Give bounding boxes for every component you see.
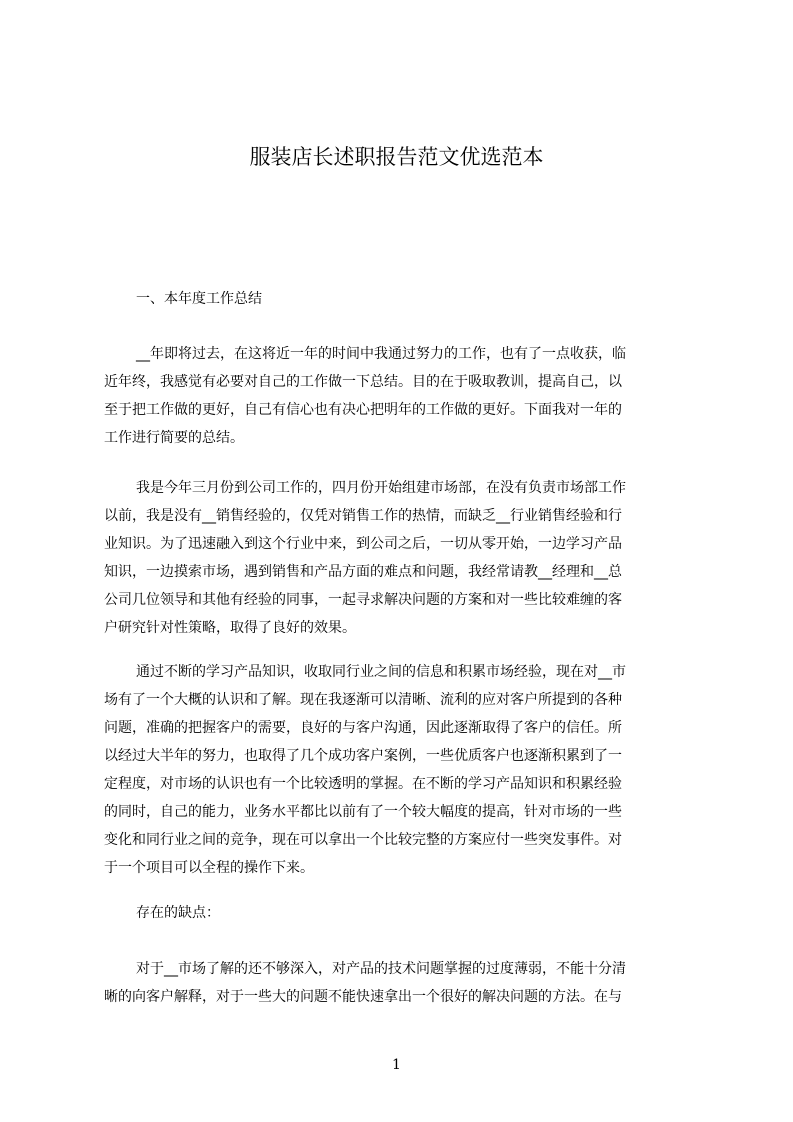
paragraph-5 [104, 955, 700, 1011]
paragraph-line: 场有了一个大概的认识和了解。现在我逐渐可以清晰、流利的应对客户所提到的各种 [104, 692, 622, 708]
paragraph-line: 户研究针对性策略，取得了良好的效果。 [104, 620, 356, 636]
paragraph-line: 通过不断的学习产品知识，收取同行业之间的信息和积累市场经验，现在对__市 [136, 664, 626, 680]
paragraph-line: 问题，准确的把握客户的需要，良好的与客户沟通，因此逐渐取得了客户的信任。所 [104, 720, 622, 736]
paragraph-line: 以前，我是没有__销售经验的，仅凭对销售工作的热情，而缺乏__行业销售经验和行 [104, 508, 622, 524]
paragraph-line: __年即将过去，在这将近一年的时间中我通过努力的工作，也有了一点收获，临 [136, 346, 626, 362]
paragraph-line: 业知识。为了迅速融入到这个行业中来，到公司之后，一切从零开始，一边学习产品 [104, 536, 622, 552]
paragraph-line: 工作进行简要的总结。 [104, 430, 244, 446]
paragraph-line: 近年终，我感觉有必要对自己的工作做一下总结。目的在于吸取教训，提高自己，以 [104, 374, 622, 390]
paragraph-line: 于一个项目可以全程的操作下来。 [104, 860, 314, 876]
paragraph-line: 公司几位领导和其他有经验的同事，一起寻求解决问题的方案和对一些比较难缠的客 [104, 592, 622, 608]
paragraph-line: 的同时，自己的能力，业务水平都比以前有了一个较大幅度的提高，针对市场的一些 [104, 804, 622, 820]
paragraph-line: 以经过大半年的努力，也取得了几个成功客户案例，一些优质客户也逐渐积累到了一 [104, 748, 622, 764]
document-title: 服装店长述职报告范文优选范本 [249, 145, 544, 169]
page-number: 1 [392, 1057, 401, 1073]
paragraph-1 [104, 340, 700, 452]
paragraph-line: 对于__市场了解的还不够深入，对产品的技术问题掌握的过度薄弱，不能十分清 [136, 961, 626, 977]
paragraph-line: 我是今年三月份到公司工作的，四月份开始组建市场部，在没有负责市场部工作 [136, 480, 626, 496]
paragraph-3 [104, 658, 700, 882]
section-heading: 一、本年度工作总结 [136, 291, 262, 307]
paragraph-line: 知识，一边摸索市场，遇到销售和产品方面的难点和问题，我经常请教__经理和__总 [104, 564, 622, 580]
paragraph-4-heading: 存在的缺点： [136, 905, 220, 921]
paragraph-line: 定程度，对市场的认识也有一个比较透明的掌握。在不断的学习产品知识和积累经验 [104, 776, 622, 792]
paragraph-line: 晰的向客户解释，对于一些大的问题不能快速拿出一个很好的解决问题的方法。在与 [104, 989, 622, 1005]
paragraph-2 [104, 474, 700, 642]
paragraph-line: 至于把工作做的更好，自己有信心也有决心把明年的工作做的更好。下面我对一年的 [104, 402, 622, 418]
paragraph-line: 变化和同行业之间的竞争，现在可以拿出一个比较完整的方案应付一些突发事件。对 [104, 832, 622, 848]
